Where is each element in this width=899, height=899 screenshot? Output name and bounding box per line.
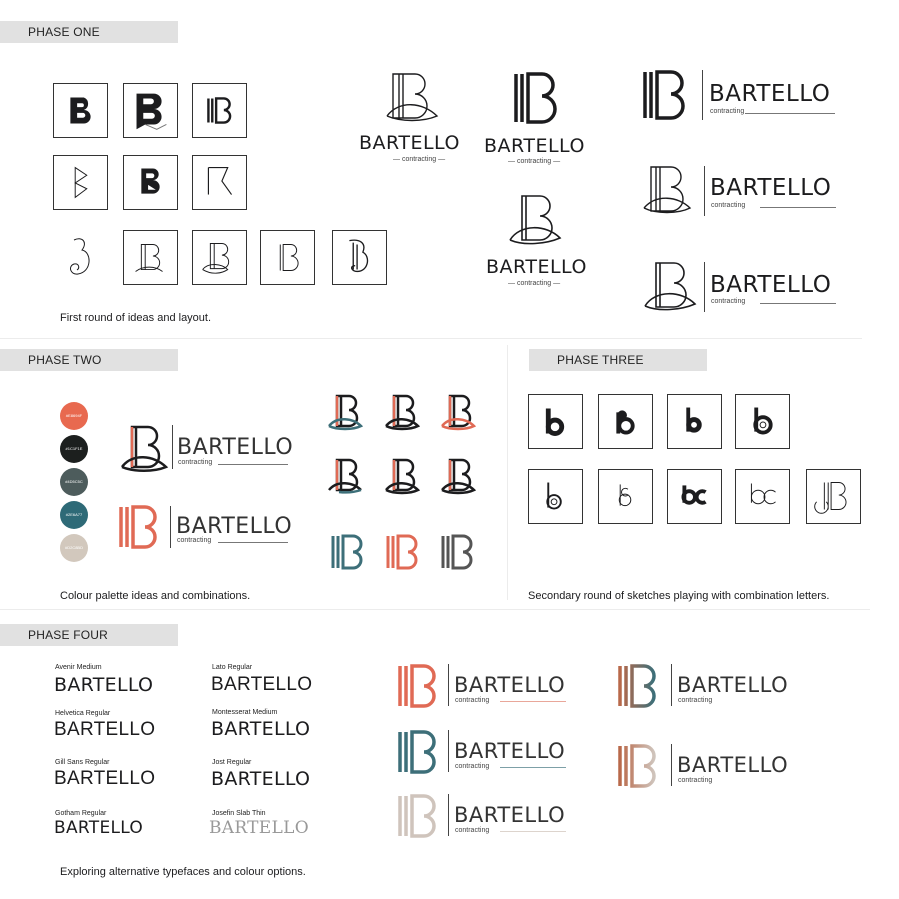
typeface-sample: BARTELLO (211, 674, 313, 695)
sketch-bc (735, 469, 790, 524)
brand-wordmark: BARTELLO (710, 272, 832, 298)
brand-wordmark: BARTELLO (484, 135, 585, 157)
typeface-name: Gotham Regular (55, 810, 107, 817)
brand-sub: — contracting — (508, 158, 561, 165)
sketch-bc (735, 394, 790, 449)
sketch-b-thin (260, 230, 315, 285)
brand-wordmark: BARTELLO (677, 753, 789, 777)
brand-sub: contracting (678, 777, 713, 784)
brand-sub: contracting (711, 202, 746, 209)
typeface-name: Avenir Medium (55, 664, 102, 671)
b-lines-icon (193, 84, 246, 137)
b-lines-beige-icon (397, 794, 441, 838)
bc-pair-icon (668, 470, 721, 523)
brand-wordmark: BARTELLO (454, 803, 566, 827)
typeface-name: Montesserat Medium (212, 709, 278, 716)
palette-swatch-black: #1C1F1E (60, 435, 88, 463)
phase-one-label: PHASE ONE (0, 21, 178, 43)
b-swirl-mark-icon (642, 260, 698, 312)
sketch-bc (598, 469, 653, 524)
palette-swatch-beige: #D2C8BD (60, 534, 88, 562)
typeface-sample: BARTELLO (54, 818, 144, 838)
brand-wordmark: BARTELLO (486, 256, 587, 278)
brand-sub: — contracting — (393, 156, 446, 163)
b-combo-icon (384, 394, 422, 432)
divider (0, 338, 862, 339)
b-lines-teal-icon (397, 730, 441, 774)
typeface-sample: BARTELLO (211, 718, 311, 740)
sketch-bc (806, 469, 861, 524)
sketch-b-serif (332, 230, 387, 285)
brand-sub: contracting (678, 697, 713, 704)
brand-sub: contracting (455, 697, 490, 704)
brand-sub: contracting (455, 827, 490, 834)
b-lines-mark-icon (512, 72, 560, 124)
b-overlap-mark-icon (383, 70, 443, 126)
sketch-b-block (53, 83, 108, 138)
sketch-bc (528, 469, 583, 524)
b-lines-teal-icon (330, 534, 366, 570)
divider (507, 345, 508, 600)
b-arrow-icon (54, 156, 107, 209)
phase-four-label: PHASE FOUR (0, 624, 178, 646)
sketch-b-curl (123, 230, 178, 285)
b-serif-icon (333, 231, 386, 284)
typeface-name: Josefin Slab Thin (212, 810, 266, 817)
sketch-b-lines (192, 83, 247, 138)
brand-wordmark: BARTELLO (177, 435, 294, 460)
divider (0, 609, 870, 610)
sketch-b-arrow (53, 155, 108, 210)
brand-sub: — contracting — (508, 280, 561, 287)
palette-swatch-coral: #E8694F (60, 402, 88, 430)
sketch-b-swirl (192, 230, 247, 285)
bc-thin-icon (599, 470, 652, 523)
brand-sub: contracting (455, 763, 490, 770)
b-lines-grey-icon (440, 534, 476, 570)
b-lines-coral-icon (385, 534, 421, 570)
bc-stacked-icon (807, 470, 860, 523)
phase-three-caption: Secondary round of sketches playing with combination letters. (528, 590, 830, 602)
b-block-icon (54, 84, 107, 137)
sketch-bc (598, 394, 653, 449)
bc-linked-icon (736, 470, 789, 523)
brand-sub: contracting (177, 537, 212, 544)
typeface-sample: BARTELLO (211, 768, 311, 790)
b-combo-icon (440, 394, 478, 432)
typeface-name: Gill Sans Regular (55, 759, 110, 766)
b-swirl-color-icon (120, 425, 172, 471)
phase-one-caption: First round of ideas and layout. (60, 312, 212, 324)
sketch-bc (667, 394, 722, 449)
typeface-name: Lato Regular (212, 664, 253, 671)
bc-bold-icon (529, 395, 582, 448)
b-lines-coral-icon (118, 505, 162, 549)
phase-four-caption: Exploring alternative typefaces and colour options. (60, 866, 306, 878)
brand-wordmark: BARTELLO (454, 673, 566, 697)
b-split-icon (124, 156, 177, 209)
sketch-b-split (123, 155, 178, 210)
brand-wordmark: BARTELLO (359, 132, 460, 154)
b-swirl-icon (193, 231, 246, 284)
sketch-b-angular (192, 155, 247, 210)
sketch-bc (667, 469, 722, 524)
typeface-sample: BARTELLO (209, 818, 309, 838)
palette-swatch-slate: #4D5C5C (60, 468, 88, 496)
phase-three-label: PHASE THREE (529, 349, 707, 371)
b-lines-coral-icon (397, 664, 441, 708)
b-lines-gradient-icon (617, 664, 661, 708)
bc-outline-icon (529, 470, 582, 523)
sketch-b-folded (123, 83, 178, 138)
palette-swatch-teal: #2E6A77 (60, 501, 88, 529)
b-thin-icon (261, 231, 314, 284)
phase-two-caption: Colour palette ideas and combinations. (60, 590, 251, 602)
b-overlap-mark-icon (641, 164, 695, 216)
typeface-sample: BARTELLO (54, 719, 156, 740)
b-folded-icon (124, 84, 177, 137)
typeface-sample: BARTELLO (54, 768, 156, 789)
b-combo-icon (327, 394, 365, 432)
bc-ring-icon (736, 395, 789, 448)
brand-sub: contracting (178, 459, 213, 466)
phase-two-label: PHASE TWO (0, 349, 178, 371)
brand-wordmark: BARTELLO (176, 514, 293, 539)
bc-loop-icon (599, 395, 652, 448)
typeface-name: Helvetica Regular (55, 710, 111, 717)
brand-wordmark: BARTELLO (454, 739, 566, 763)
b-lines-gradient-icon (617, 744, 661, 788)
brand-wordmark: BARTELLO (709, 81, 831, 107)
b-angular-icon (193, 156, 246, 209)
brand-wordmark: BARTELLO (677, 673, 789, 697)
brand-sub: contracting (711, 298, 746, 305)
b-combo-icon (440, 458, 478, 496)
brand-sub: contracting (710, 108, 745, 115)
sketch-bc (528, 394, 583, 449)
b-script-icon (62, 234, 98, 282)
b-combo-icon (384, 458, 422, 496)
b-curl-icon (124, 231, 177, 284)
brand-wordmark: BARTELLO (710, 175, 832, 201)
b-lines-mark-icon (642, 70, 690, 120)
b-combo-icon (327, 458, 365, 496)
bc-dot-icon (668, 395, 721, 448)
typeface-sample: BARTELLO (54, 674, 154, 696)
b-swirl-mark-icon (506, 194, 566, 248)
typeface-name: Jost Regular (212, 759, 252, 766)
